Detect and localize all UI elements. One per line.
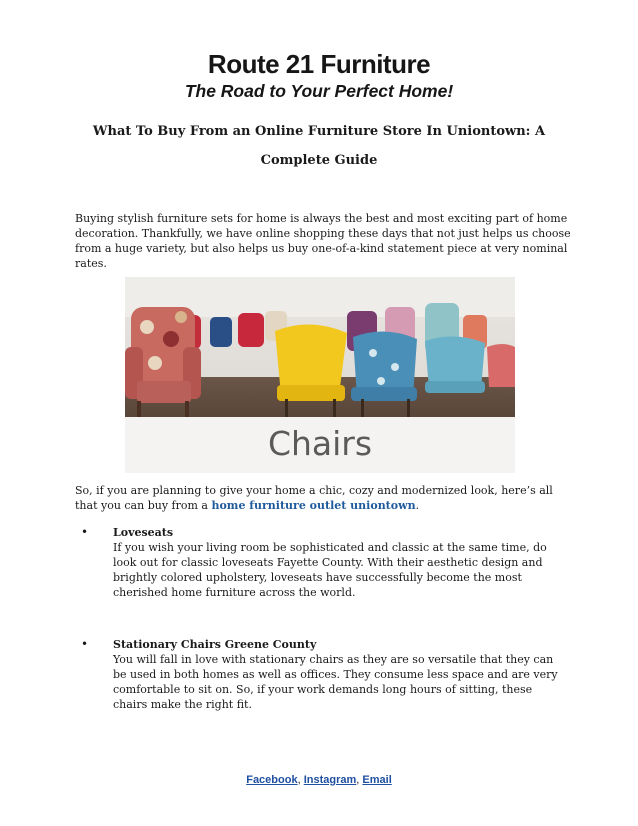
paragraph-2 bbox=[75, 483, 575, 513]
list-item bbox=[75, 637, 565, 712]
list-item-text: If you wish your living room be sophisticated and classic at the same time, do look out for classic loveseats Fayette County. With their aesthetic design and brightly colored upholstery, loveseats have successfully become the most cherished home furniture across the world. bbox=[113, 541, 547, 599]
home-furniture-outlet-link[interactable]: home furniture outlet uniontown bbox=[211, 499, 416, 512]
paragraph-2-text-before: So, if you are planning to give your home a chic, cozy and modernized look, here’s all that you can buy from a bbox=[75, 484, 553, 512]
instagram-link[interactable]: Instagram bbox=[303, 774, 357, 786]
footer-separator: , bbox=[297, 774, 304, 786]
footer-links bbox=[0, 774, 638, 786]
logo-brand: Route 21 Furniture bbox=[207, 49, 431, 79]
chairs-photo bbox=[125, 277, 515, 473]
hero-caption: Chairs bbox=[267, 424, 373, 463]
bullet-icon: • bbox=[81, 637, 89, 651]
hero-image bbox=[125, 277, 515, 473]
intro-paragraph: Buying stylish furniture sets for home is always the best and most exciting part of home decoration. Thankfully, we have online shopping these days that not just helps us choose from a huge variety, but also helps us buy one-of-a-kind statement piece at very nominal rates. bbox=[75, 212, 571, 270]
paragraph-2-text-after: . bbox=[415, 499, 420, 512]
list-item bbox=[75, 525, 565, 600]
facebook-link[interactable]: Facebook bbox=[246, 774, 298, 786]
list-item-text: You will fall in love with stationary chairs as they are so versatile that they can be used in both homes as well as offices. They consume less space and are very comfortable to sit on. So, if your work demands long hours of sitting, these chairs make the right fit. bbox=[113, 653, 558, 711]
bullet-icon: • bbox=[81, 525, 89, 539]
email-link[interactable]: Email bbox=[362, 774, 392, 786]
logo bbox=[0, 50, 638, 102]
logo-tagline: The Road to Your Perfect Home! bbox=[184, 81, 454, 101]
list-item-heading: Loveseats bbox=[113, 526, 174, 539]
footer-separator: , bbox=[356, 774, 363, 786]
page-title: What To Buy From an Online Furniture Store In Uniontown: A Complete Guide bbox=[92, 124, 546, 168]
list-item-heading: Stationary Chairs Greene County bbox=[113, 638, 317, 651]
